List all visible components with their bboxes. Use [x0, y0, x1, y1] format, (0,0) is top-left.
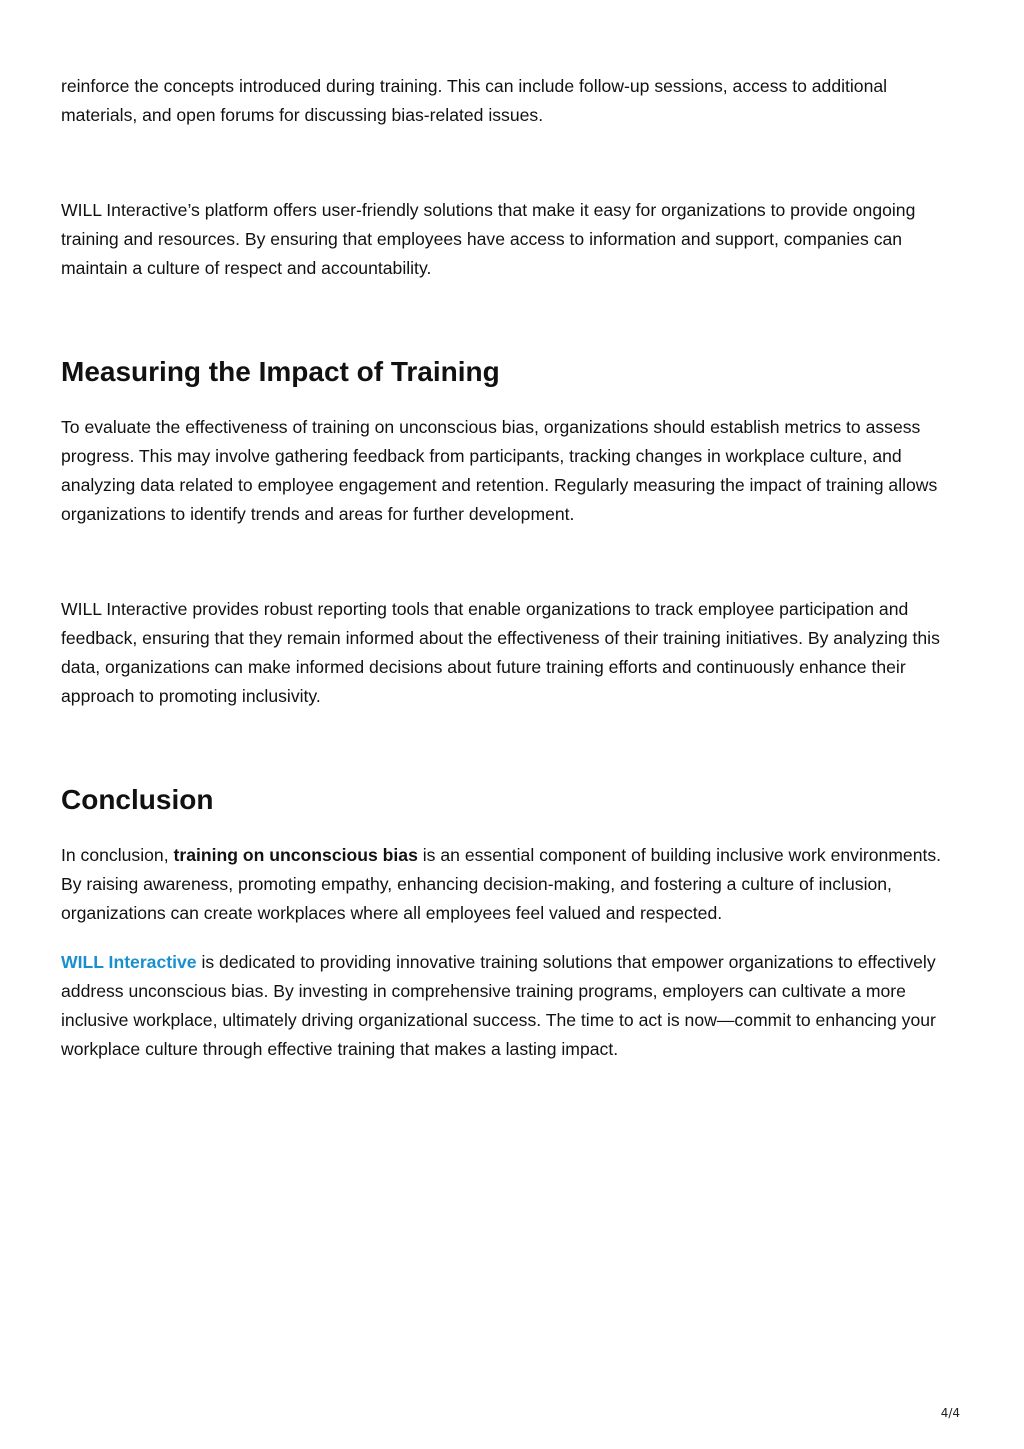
- conclusion-prefix: In conclusion,: [61, 845, 174, 865]
- paragraph-conclusion: [61, 841, 966, 928]
- paragraph-evaluate-effectiveness: To evaluate the effectiveness of training on unconscious bias, organizations should establish metrics to assess progress. This may involve gathering feedback from participants, tracking changes in workplace culture, and analyzing data related to employee engagement and retention. Regularly measuring the impact of training allows organizations to identify trends and areas for further development.: [61, 417, 938, 524]
- will-interactive-suffix: is dedicated to providing innovative training solutions that empower organizations to effectively address unconscious bias. By investing in comprehensive training programs, employers can cultivate a more inclusive workplace, ultimately driving organizational success. The time to act is now—commit to enhancing your workplace culture through effective training that makes a lasting impact.: [61, 952, 936, 1059]
- conclusion-suffix: is an essential component of building inclusive work environments. By raising awareness, promoting empathy, enhancing decision-making, and fostering a culture of inclusion, organizations can create workplaces where all employees feel valued and respected.: [61, 845, 942, 923]
- paragraph-reporting-tools: WILL Interactive provides robust reporting tools that enable organizations to track employee participation and feedback, ensuring that they remain informed about the effectiveness of their training initiatives. By analyzing this data, organizations can make informed decisions about future training efforts and continuously enhance their approach to promoting inclusivity.: [61, 599, 940, 706]
- paragraph-reinforce-concepts: reinforce the concepts introduced during training. This can include follow-up sessions, access to additional materials, and open forums for discussing bias-related issues.: [61, 76, 888, 125]
- heading-measuring-impact: Measuring the Impact of Training: [61, 356, 500, 387]
- page-number: 4/4: [940, 1406, 960, 1420]
- document-page: [61, 72, 966, 1064]
- paragraph-will-interactive: [61, 948, 966, 1064]
- will-interactive-link[interactable]: WILL Interactive: [61, 952, 197, 972]
- paragraph-platform-offers: WILL Interactive’s platform offers user-friendly solutions that make it easy for organizations to provide ongoing training and resources. By ensuring that employees have access to information and support, companies can maintain a culture of respect and accountability.: [61, 200, 916, 278]
- heading-conclusion: Conclusion: [61, 784, 214, 815]
- conclusion-bold-phrase: training on unconscious bias: [173, 845, 418, 865]
